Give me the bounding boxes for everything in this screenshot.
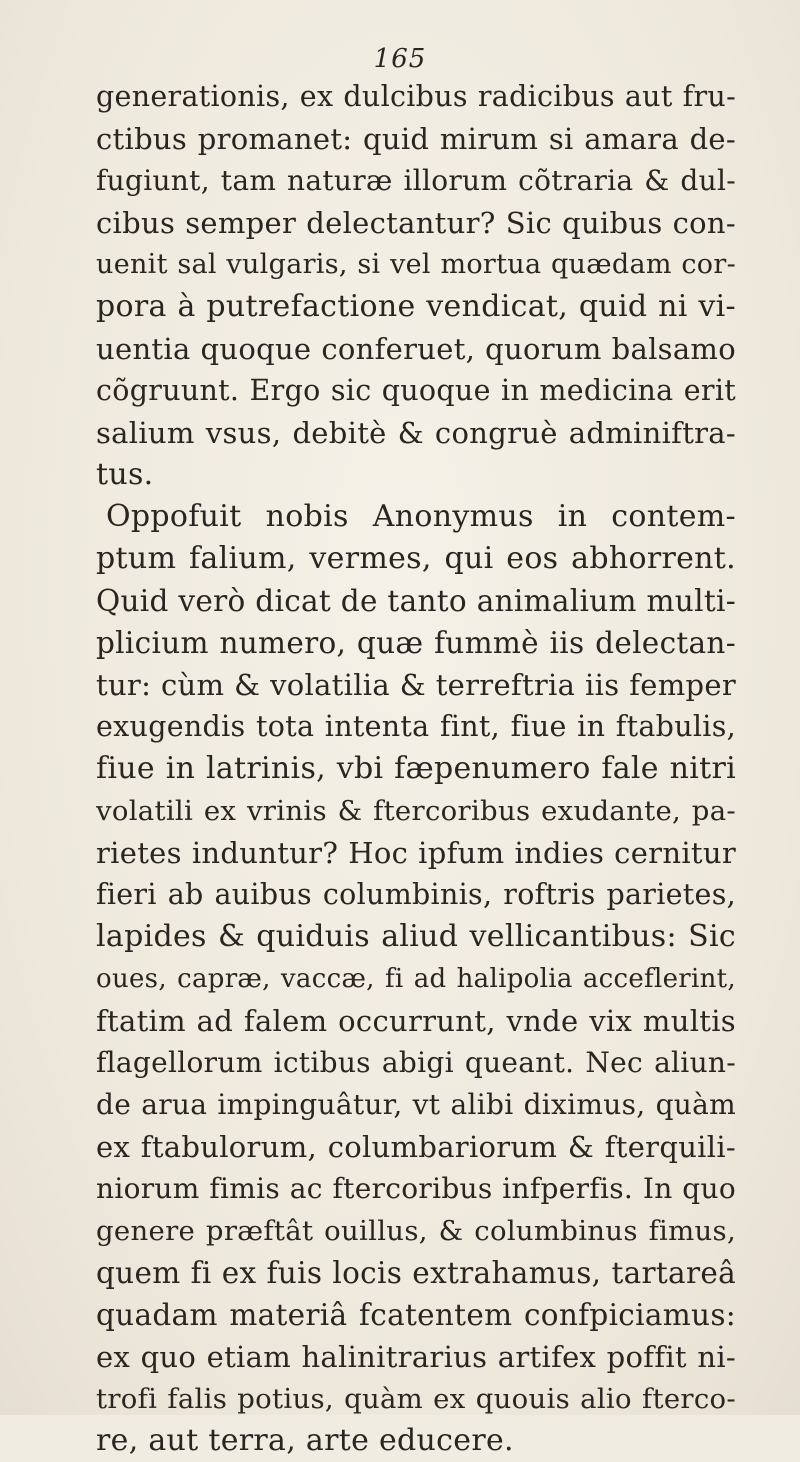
text-line: fieri ab auibus columbinis, roftris parietes, [96,878,736,911]
text-line: uentia quoque conferuet, quorum balsamo [96,332,736,366]
text-line: niorum fimis ac ftercoribus infperfis. In quo [96,1172,736,1205]
text-line: Quid verò dicat de tanto animalium multi- [96,584,736,618]
text-line: cõgruunt. Ergo sic quoque in medicina erit [96,374,736,407]
text-line: plicium numero, quæ fummè iis delectan- [96,626,736,660]
text-line: pora à putrefactione vendicat, quid ni vi- [96,289,736,324]
text-line: ctibus promanet: quid mirum si amara de- [96,122,736,156]
text-line: quadam materiâ fcatentem confpiciamus: [96,1298,736,1332]
text-line: de arua impinguâtur, vt alibi diximus, quàm [96,1088,736,1121]
page-number: 165 [373,44,427,74]
text-line: tur: cùm & volatilia & terreftria iis femper [96,668,736,702]
text-line: volatili ex vrinis & ftercoribus exudante, pa- [96,795,736,827]
text-line: trofi falis potius, quàm ex quouis alio fterco- [96,1383,736,1415]
text-line: exugendis tota intenta fint, fiue in ftabulis, [96,710,736,743]
text-line: cibus semper delectantur? Sic quibus con- [96,206,736,240]
body-text [96,76,736,1462]
text-line: uenit sal vulgaris, si vel mortua quædam cor- [96,249,736,280]
text-line: salium vsus, debitè & congruè adminiftra- [96,416,736,450]
text-line: genere præftât ouillus, & columbinus fimus, [96,1215,736,1247]
text-line: ex quo etiam halinitrarius artifex poffit ni- [96,1340,736,1374]
text-line: flagellorum ictibus abigi queant. Nec aliun- [96,1046,736,1079]
text-line: ftatim ad falem occurrunt, vnde vix multis [96,1004,736,1038]
text-line: ptum falium, vermes, qui eos abhorrent. [96,541,736,576]
text-line: rietes induntur? Hoc ipfum indies cernitur [96,836,736,870]
text-line: fiue in latrinis, vbi fæpenumero fale nitri [96,751,736,786]
text-line: lapides & quiduis aliud vellicantibus: Sic [96,919,736,954]
text-line: quem fi ex fuis locis extrahamus, tartareâ [96,1256,736,1290]
text-line: tus. [96,457,154,492]
text-line: Oppofuit nobis Anonymus in contem- [106,499,736,534]
text-line: re, aut terra, arte educere. [96,1423,514,1458]
text-line: generationis, ex dulcibus radicibus aut fru- [96,80,736,113]
text-line: ex ftabulorum, columbariorum & fterquili- [96,1130,736,1164]
text-line: fugiunt, tam naturæ illorum cõtraria & dul- [96,164,736,197]
text-line: oues, capræ, vaccæ, fi ad halipolia acceflerint, [96,964,736,994]
